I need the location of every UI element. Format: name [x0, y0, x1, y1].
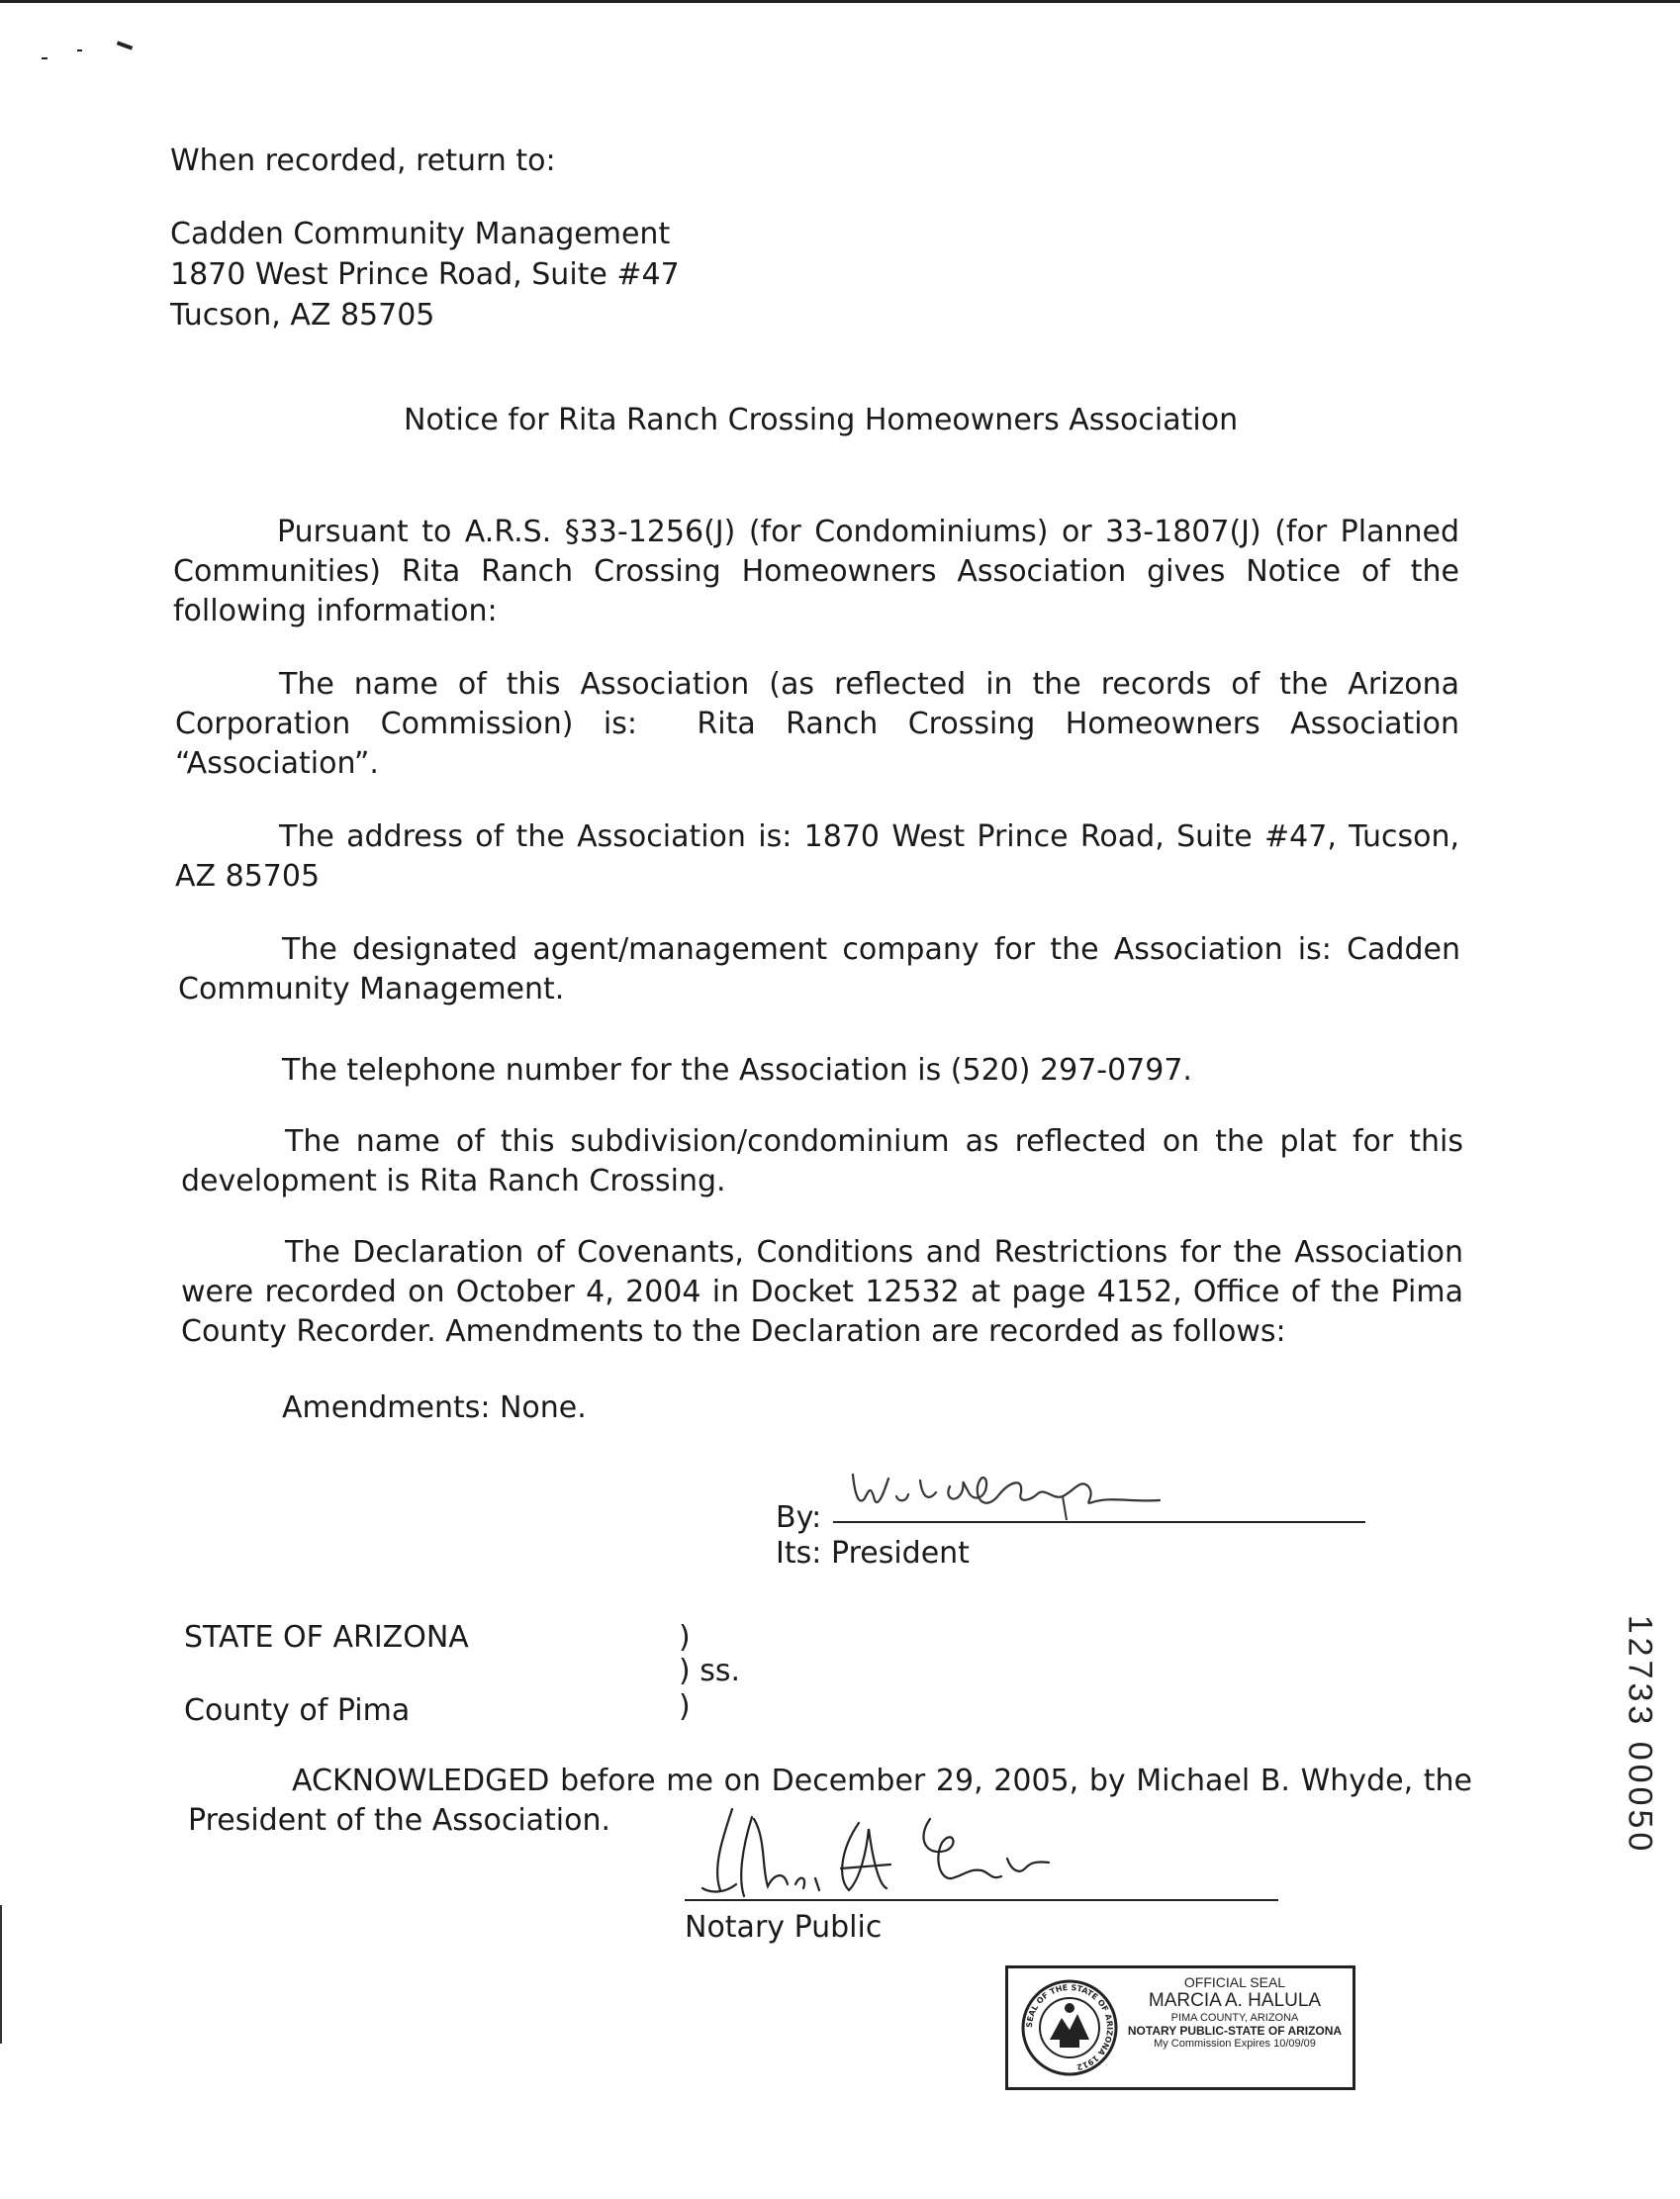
paragraph-text: The address of the Association is: 1870 West Prince Road, Suite #47, Tucson, AZ 85705: [175, 819, 1459, 894]
seal-emblem-text: SEAL OF THE STATE OF ARIZONA 1912: [1024, 1982, 1115, 2072]
paragraph-telephone: [178, 1051, 1460, 1091]
scan-speck: [77, 49, 82, 51]
docket-page-number: 12733 00050: [1621, 1614, 1659, 1856]
paragraph-text: The name of this Association (as reflected in the records of the Arizona Corporation Commission) is: Rita Ranch Crossing Homeowners Association “Association”.: [175, 667, 1459, 781]
official-seal-stamp: [1005, 1965, 1355, 2090]
venue-ss: ) ss.: [679, 1654, 741, 1688]
seal-notary-name: MARCIA A. HALULA: [1148, 1990, 1322, 2012]
return-line-company: Cadden Community Management: [170, 217, 671, 251]
venue-paren: ): [679, 1689, 691, 1724]
return-heading: When recorded, return to:: [170, 143, 556, 178]
paragraph-address: [175, 817, 1459, 897]
amendments-line: Amendments: None.: [282, 1390, 587, 1425]
scan-speck: [117, 41, 133, 49]
its-label: Its:: [776, 1536, 822, 1571]
paragraph-declaration: [181, 1233, 1463, 1352]
venue-state: STATE OF ARIZONA: [184, 1620, 469, 1655]
scan-left-edge: [0, 1905, 2, 2044]
paragraph-association-name: [175, 665, 1459, 784]
signer-title: President: [831, 1536, 970, 1571]
venue-paren: ): [679, 1620, 691, 1655]
paragraph-text: The Declaration of Covenants, Conditions and Restrictions for the Association were recorded on October 4, 2004 in Docket 12532 at page 4152, Office of the Pima County Recorder. Amendments to the Declaration are recorded as follows:: [181, 1235, 1463, 1349]
notary-signature: [693, 1799, 1207, 1908]
notary-signature-line: [685, 1899, 1278, 1901]
paragraph-text: Pursuant to A.R.S. §33-1256(J) (for Condominiums) or 33-1807(J) (for Planned Communities) Rita Ranch Crossing Homeowners Association gives Notice of the following information:: [173, 515, 1459, 628]
signature-line: [833, 1521, 1365, 1523]
paragraph-text: The designated agent/management company for the Association is: Cadden Community Management.: [178, 932, 1460, 1006]
return-line-street: 1870 West Prince Road, Suite #47: [170, 257, 680, 292]
notary-label: Notary Public: [685, 1910, 883, 1945]
paragraph-agent: [178, 930, 1460, 1009]
paragraph-subdivision: [181, 1122, 1463, 1201]
seal-heading: OFFICIAL SEAL: [1183, 1974, 1286, 1990]
arizona-seal-emblem: [1020, 1978, 1119, 2077]
paragraph-pursuant: [173, 513, 1459, 631]
acknowledgment-text: ACKNOWLEDGED before me on December 29, 2005, by Michael B. Whyde, the President of the Association.: [188, 1764, 1472, 1838]
president-signature: [833, 1457, 1328, 1526]
by-label: By:: [776, 1500, 822, 1535]
page-title: Notice for Rita Ranch Crossing Homeowners Association: [404, 403, 1239, 437]
seal-commission-expiry: My Commission Expires 10/09/09: [1154, 2038, 1316, 2051]
scan-top-edge: [0, 0, 1680, 3]
paragraph-text: The name of this subdivision/condominium as reflected on the plat for this development is Rita Ranch Crossing.: [181, 1124, 1463, 1198]
paragraph-text: The telephone number for the Association is (520) 297-0797.: [282, 1053, 1192, 1088]
docket-page-stamp: [1617, 1591, 1662, 1878]
seal-notary-state: NOTARY PUBLIC-STATE OF ARIZONA: [1127, 2023, 1343, 2038]
return-line-city: Tucson, AZ 85705: [170, 298, 435, 333]
seal-text-block: [1121, 1974, 1349, 2051]
venue-county: County of Pima: [184, 1693, 411, 1728]
scan-speck: [42, 57, 47, 59]
seal-county: PIMA COUNTY, ARIZONA: [1170, 2011, 1299, 2024]
